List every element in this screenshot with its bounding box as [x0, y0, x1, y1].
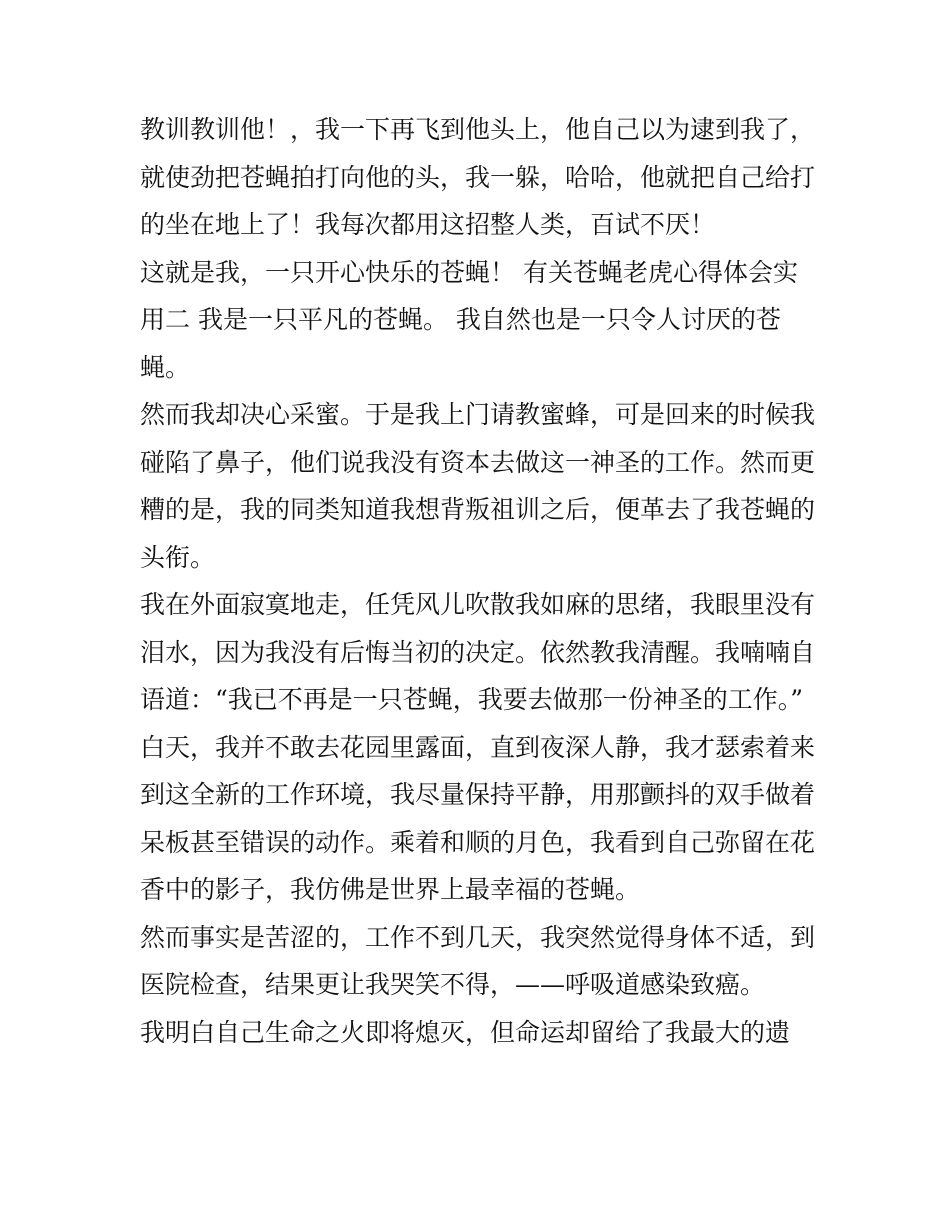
text-line: 糟的是，我的同类知道我想背叛祖训之后，便革去了我苍蝇的: [140, 495, 816, 524]
text-line: 然而事实是苦涩的，工作不到几天，我突然觉得身体不适，到: [140, 922, 816, 952]
text-line: 我在外面寂寞地走，任凭风儿吹散我如麻的思绪，我眼里没有: [140, 590, 816, 619]
text-line: 医院检查，结果更让我哭笑不得，——呼吸道感染致癌。: [140, 970, 766, 999]
text-line: 白天，我并不敢去花园里露面，直到夜深人静，我才瑟索着来: [140, 732, 816, 762]
text-line: 到这全新的工作环境，我尽量保持平静，用那颤抖的双手做着: [140, 780, 816, 809]
text-line: 用二 我是一只平凡的苍蝇。 我自然也是一只令人讨厌的苍: [140, 305, 781, 334]
text-line: 教训教训他！，我一下再飞到他头上，他自己以为逮到我了，: [140, 115, 816, 144]
text-line: 香中的影子，我仿佛是世界上最幸福的苍蝇。: [140, 875, 641, 904]
body-text: [140, 106, 820, 1056]
text-line: 语道：“我已不再是一只苍蝇，我要去做那一份神圣的工作。”: [140, 685, 804, 714]
text-line: 的坐在地上了！我每次都用这招整人类，百试不厌！: [140, 210, 716, 239]
text-line: 就使劲把苍蝇拍打向他的头，我一躲，哈哈，他就把自己给打: [140, 162, 816, 192]
text-line: 呆板甚至错误的动作。乘着和顺的月色，我看到自己弥留在花: [140, 827, 816, 857]
text-line: 头衔。: [140, 542, 216, 572]
text-line: 这就是我，一只开心快乐的苍蝇！ 有关苍蝇老虎心得体会实: [140, 257, 798, 287]
text-line: 碰陷了鼻子，他们说我没有资本去做这一神圣的工作。然而更: [140, 447, 816, 477]
text-line: 泪水，因为我没有后悔当初的决定。依然教我清醒。我喃喃自: [140, 637, 816, 667]
text-line: 蝇。: [140, 352, 191, 382]
text-line: 我明白自己生命之火即将熄灭，但命运却留给了我最大的遗: [140, 1017, 791, 1047]
text-line: 然而我却决心采蜜。于是我上门请教蜜蜂，可是回来的时候我: [140, 400, 816, 429]
